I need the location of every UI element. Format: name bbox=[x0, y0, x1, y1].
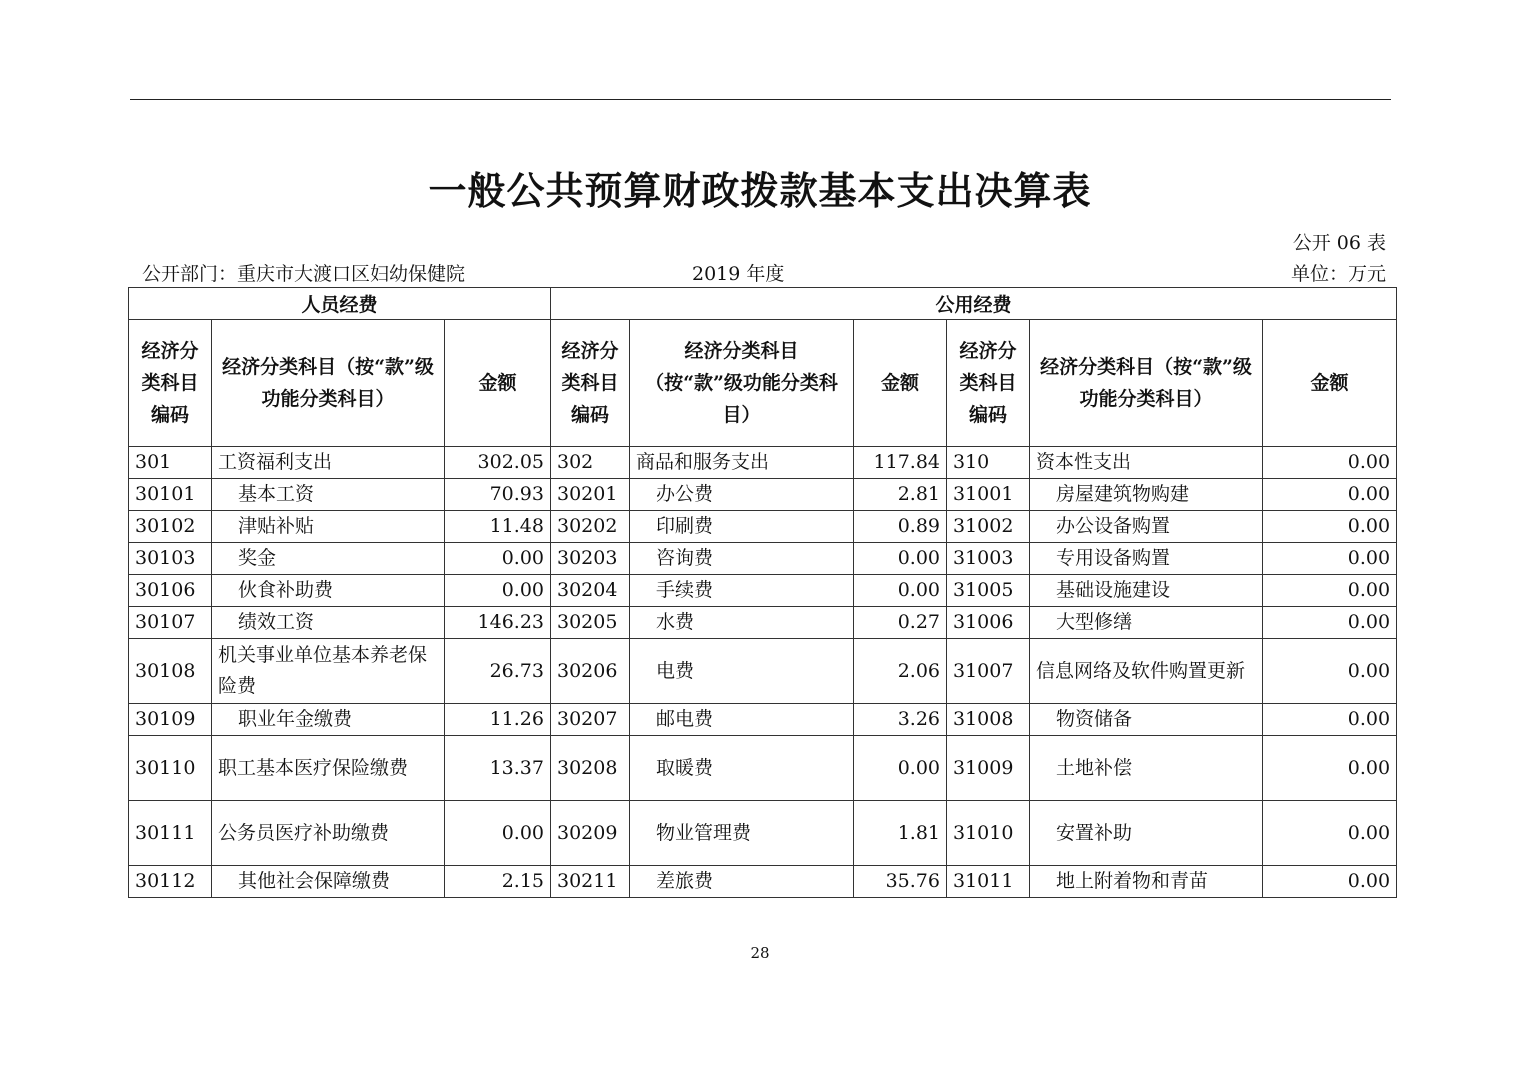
subject-cell: 办公费 bbox=[630, 479, 854, 511]
table-row bbox=[129, 543, 1397, 575]
subject-cell: 基础设施建设 bbox=[1030, 575, 1263, 607]
code-cell: 31009 bbox=[947, 736, 1030, 801]
code-cell: 310 bbox=[947, 447, 1030, 479]
code-cell: 30112 bbox=[129, 866, 212, 898]
subject-cell: 奖金 bbox=[212, 543, 445, 575]
code-cell: 31011 bbox=[947, 866, 1030, 898]
column-header-subject: 经济分类科目（按“款”级功能分类科目） bbox=[212, 320, 445, 447]
table-row bbox=[129, 704, 1397, 736]
amount-cell: 26.73 bbox=[445, 639, 551, 704]
subject-cell: 取暖费 bbox=[630, 736, 854, 801]
code-cell: 30208 bbox=[551, 736, 630, 801]
subject-cell: 基本工资 bbox=[212, 479, 445, 511]
amount-cell: 0.00 bbox=[854, 575, 947, 607]
group-header-public: 公用经费 bbox=[551, 288, 1397, 320]
column-header-code: 经济分类科目编码 bbox=[551, 320, 630, 447]
amount-cell: 1.81 bbox=[854, 801, 947, 866]
header-rule bbox=[130, 99, 1391, 100]
subject-cell: 伙食补助费 bbox=[212, 575, 445, 607]
subject-cell: 咨询费 bbox=[630, 543, 854, 575]
subject-cell: 绩效工资 bbox=[212, 607, 445, 639]
code-cell: 31003 bbox=[947, 543, 1030, 575]
code-cell: 31002 bbox=[947, 511, 1030, 543]
code-cell: 30107 bbox=[129, 607, 212, 639]
amount-cell: 0.00 bbox=[1263, 736, 1397, 801]
code-cell: 31006 bbox=[947, 607, 1030, 639]
amount-cell: 0.00 bbox=[1263, 447, 1397, 479]
amount-cell: 0.00 bbox=[1263, 511, 1397, 543]
table-row bbox=[129, 866, 1397, 898]
code-cell: 31005 bbox=[947, 575, 1030, 607]
code-cell: 30103 bbox=[129, 543, 212, 575]
code-cell: 30211 bbox=[551, 866, 630, 898]
subject-cell: 津贴补贴 bbox=[212, 511, 445, 543]
table-row bbox=[129, 736, 1397, 801]
code-cell: 31001 bbox=[947, 479, 1030, 511]
expenditure-table bbox=[128, 287, 1397, 898]
page-number: 28 bbox=[750, 944, 770, 962]
column-header-subject: 经济分类科目（按“款”级功能分类科目） bbox=[1030, 320, 1263, 447]
subject-cell: 商品和服务支出 bbox=[630, 447, 854, 479]
amount-cell: 0.00 bbox=[1263, 575, 1397, 607]
column-header-code: 经济分类科目编码 bbox=[947, 320, 1030, 447]
column-header-subject: 经济分类科目（按“款”级功能分类科目） bbox=[630, 320, 854, 447]
code-cell: 30110 bbox=[129, 736, 212, 801]
code-cell: 31007 bbox=[947, 639, 1030, 704]
subject-cell: 安置补助 bbox=[1030, 801, 1263, 866]
code-cell: 31008 bbox=[947, 704, 1030, 736]
amount-cell: 13.37 bbox=[445, 736, 551, 801]
amount-cell: 0.27 bbox=[854, 607, 947, 639]
amount-cell: 117.84 bbox=[854, 447, 947, 479]
table-row bbox=[129, 511, 1397, 543]
amount-cell: 11.26 bbox=[445, 704, 551, 736]
group-header-personnel: 人员经费 bbox=[129, 288, 551, 320]
code-cell: 30209 bbox=[551, 801, 630, 866]
amount-cell: 0.00 bbox=[1263, 543, 1397, 575]
code-cell: 30202 bbox=[551, 511, 630, 543]
code-cell: 30201 bbox=[551, 479, 630, 511]
amount-cell: 2.15 bbox=[445, 866, 551, 898]
subject-cell: 差旅费 bbox=[630, 866, 854, 898]
subject-cell: 工资福利支出 bbox=[212, 447, 445, 479]
code-cell: 30205 bbox=[551, 607, 630, 639]
column-header-amount: 金额 bbox=[445, 320, 551, 447]
amount-cell: 0.00 bbox=[1263, 866, 1397, 898]
amount-cell: 11.48 bbox=[445, 511, 551, 543]
form-number: 公开 06 表 bbox=[1292, 232, 1386, 254]
code-cell: 30109 bbox=[129, 704, 212, 736]
code-cell: 31010 bbox=[947, 801, 1030, 866]
subject-cell: 印刷费 bbox=[630, 511, 854, 543]
code-cell: 30102 bbox=[129, 511, 212, 543]
unit-label: 单位：万元 bbox=[1290, 263, 1386, 285]
table-row bbox=[129, 607, 1397, 639]
amount-cell: 0.00 bbox=[1263, 607, 1397, 639]
fiscal-year: 2019 年度 bbox=[692, 263, 785, 285]
subject-cell: 专用设备购置 bbox=[1030, 543, 1263, 575]
amount-cell: 0.00 bbox=[445, 543, 551, 575]
subject-cell: 办公设备购置 bbox=[1030, 511, 1263, 543]
table-row bbox=[129, 447, 1397, 479]
amount-cell: 0.00 bbox=[445, 575, 551, 607]
subject-cell: 物资储备 bbox=[1030, 704, 1263, 736]
code-cell: 30206 bbox=[551, 639, 630, 704]
page-title: 一般公共预算财政拨款基本支出决算表 bbox=[428, 168, 1092, 213]
code-cell: 30203 bbox=[551, 543, 630, 575]
subject-cell: 其他社会保障缴费 bbox=[212, 866, 445, 898]
subject-cell: 水费 bbox=[630, 607, 854, 639]
amount-cell: 0.00 bbox=[854, 543, 947, 575]
amount-cell: 0.00 bbox=[445, 801, 551, 866]
code-cell: 30101 bbox=[129, 479, 212, 511]
column-header-amount: 金额 bbox=[1263, 320, 1397, 447]
code-cell: 302 bbox=[551, 447, 630, 479]
amount-cell: 0.00 bbox=[1263, 639, 1397, 704]
amount-cell: 302.05 bbox=[445, 447, 551, 479]
code-cell: 30108 bbox=[129, 639, 212, 704]
subject-cell: 机关事业单位基本养老保险费 bbox=[212, 639, 445, 704]
column-header-code: 经济分类科目编码 bbox=[129, 320, 212, 447]
amount-cell: 0.00 bbox=[854, 736, 947, 801]
subject-cell: 物业管理费 bbox=[630, 801, 854, 866]
amount-cell: 0.00 bbox=[1263, 479, 1397, 511]
subject-cell: 手续费 bbox=[630, 575, 854, 607]
subject-cell: 大型修缮 bbox=[1030, 607, 1263, 639]
amount-cell: 146.23 bbox=[445, 607, 551, 639]
subject-cell: 信息网络及软件购置更新 bbox=[1030, 639, 1263, 704]
table-row bbox=[129, 801, 1397, 866]
amount-cell: 35.76 bbox=[854, 866, 947, 898]
table-row bbox=[129, 575, 1397, 607]
subject-cell: 邮电费 bbox=[630, 704, 854, 736]
amount-cell: 0.00 bbox=[1263, 704, 1397, 736]
subject-cell: 公务员医疗补助缴费 bbox=[212, 801, 445, 866]
subject-cell: 资本性支出 bbox=[1030, 447, 1263, 479]
department-label: 公开部门：重庆市大渡口区妇幼保健院 bbox=[142, 263, 466, 285]
code-cell: 30111 bbox=[129, 801, 212, 866]
subject-cell: 土地补偿 bbox=[1030, 736, 1263, 801]
subject-cell: 地上附着物和青苗 bbox=[1030, 866, 1263, 898]
subject-cell: 电费 bbox=[630, 639, 854, 704]
column-header-amount: 金额 bbox=[854, 320, 947, 447]
amount-cell: 70.93 bbox=[445, 479, 551, 511]
subject-cell: 房屋建筑物购建 bbox=[1030, 479, 1263, 511]
code-cell: 30204 bbox=[551, 575, 630, 607]
amount-cell: 2.81 bbox=[854, 479, 947, 511]
subject-cell: 职业年金缴费 bbox=[212, 704, 445, 736]
table-row bbox=[129, 639, 1397, 704]
amount-cell: 2.06 bbox=[854, 639, 947, 704]
table-row bbox=[129, 479, 1397, 511]
code-cell: 301 bbox=[129, 447, 212, 479]
amount-cell: 3.26 bbox=[854, 704, 947, 736]
code-cell: 30207 bbox=[551, 704, 630, 736]
amount-cell: 0.89 bbox=[854, 511, 947, 543]
amount-cell: 0.00 bbox=[1263, 801, 1397, 866]
code-cell: 30106 bbox=[129, 575, 212, 607]
subject-cell: 职工基本医疗保险缴费 bbox=[212, 736, 445, 801]
